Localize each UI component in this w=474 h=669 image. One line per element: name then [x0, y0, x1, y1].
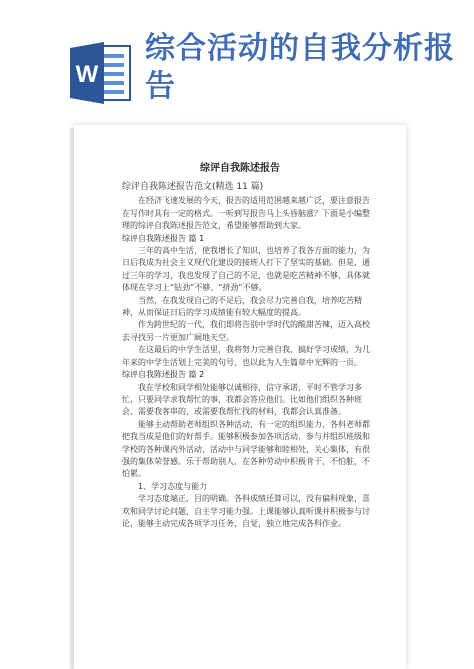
banner	[0, 0, 474, 120]
list-heading: 1、学习态度与能力	[138, 481, 208, 491]
paragraph: 当然，在我发现自己的不足后，我会尽力完善自我，培养吃苦精神，从而保证日后的学习成绩能有较大幅度的提高。	[122, 295, 362, 318]
paragraph: 能够主动帮助老师组织各种活动，有一定的组织能力，各科老师都把我当成是他们的好帮手。能够积极参加各项活动，参与并组织班级和学校的各种课内外活动，活动中与同学能够和睦相处，关心集体，有很强的集体荣誉感。乐于帮助别人，在各种劳动中积极肯干，不怕脏，不怕累。	[122, 419, 370, 479]
document-page	[74, 125, 406, 669]
paragraph: 在经济飞速发展的今天，报告的适用范围越来越广泛，要注意报告在写作时具有一定的格式。一听到写报告马上头昏脑涨？下面是小编整理的综评自我陈述报告范文，希望能够帮助到大家。	[122, 196, 370, 231]
document-body	[122, 181, 370, 530]
word-logo-letter: W	[75, 61, 99, 88]
paragraph: 作为跨世纪的一代，我们即将告别中学时代的酸甜苦辣，迈入高校去寻找另一片更加广阔地天空。	[122, 320, 370, 342]
paragraph: 学习态度端正，目的明确。各科成绩还算可以，没有偏科现象，喜欢和同学讨论问题，自主学习能力强。上课能够认真听课并积极参与讨论，能够主动完成各项学习任务，自觉，独立地完成各科作业。	[122, 494, 370, 528]
document-title: 综评自我陈述报告	[200, 163, 280, 174]
section-heading: 综评自我陈述报告 篇 1	[122, 233, 205, 243]
section-heading: 综评自我陈述报告 篇 2	[122, 370, 205, 380]
document-subtitle: 综评自我陈述报告范文(精选 11 篇)	[122, 182, 264, 192]
word-document-icon	[70, 40, 132, 106]
paragraph: 我在学校和同学相处能够以诚相待，信守承诺，平时不管学习多忙，只要同学求我帮忙的事，我都会答应他们。比如他们组织各种班会、需要我客串的，或需要我帮忙找的材料，我都会认真准备。	[122, 382, 362, 417]
banner-title: 综合活动的自我分析报告	[145, 31, 455, 104]
paragraph: 三年的高中生活，使我增长了知识，也培养了我各方面的能力，为日后我成为社会主义现代化建设的接班人打下了坚实的基础。但是，通过三年的学习，我也发现了自己的不足，也就是吃苦精神不够，具体就体现在学习上“钻劲”不够、“挤劲”不够。	[122, 246, 370, 293]
paragraph: 在这最后的中学生活里，我将努力完善自我，搞好学习成绩，为几年来的中学生活划上完美的句号，也以此为人生篇章中光辉的一页。	[122, 345, 370, 367]
